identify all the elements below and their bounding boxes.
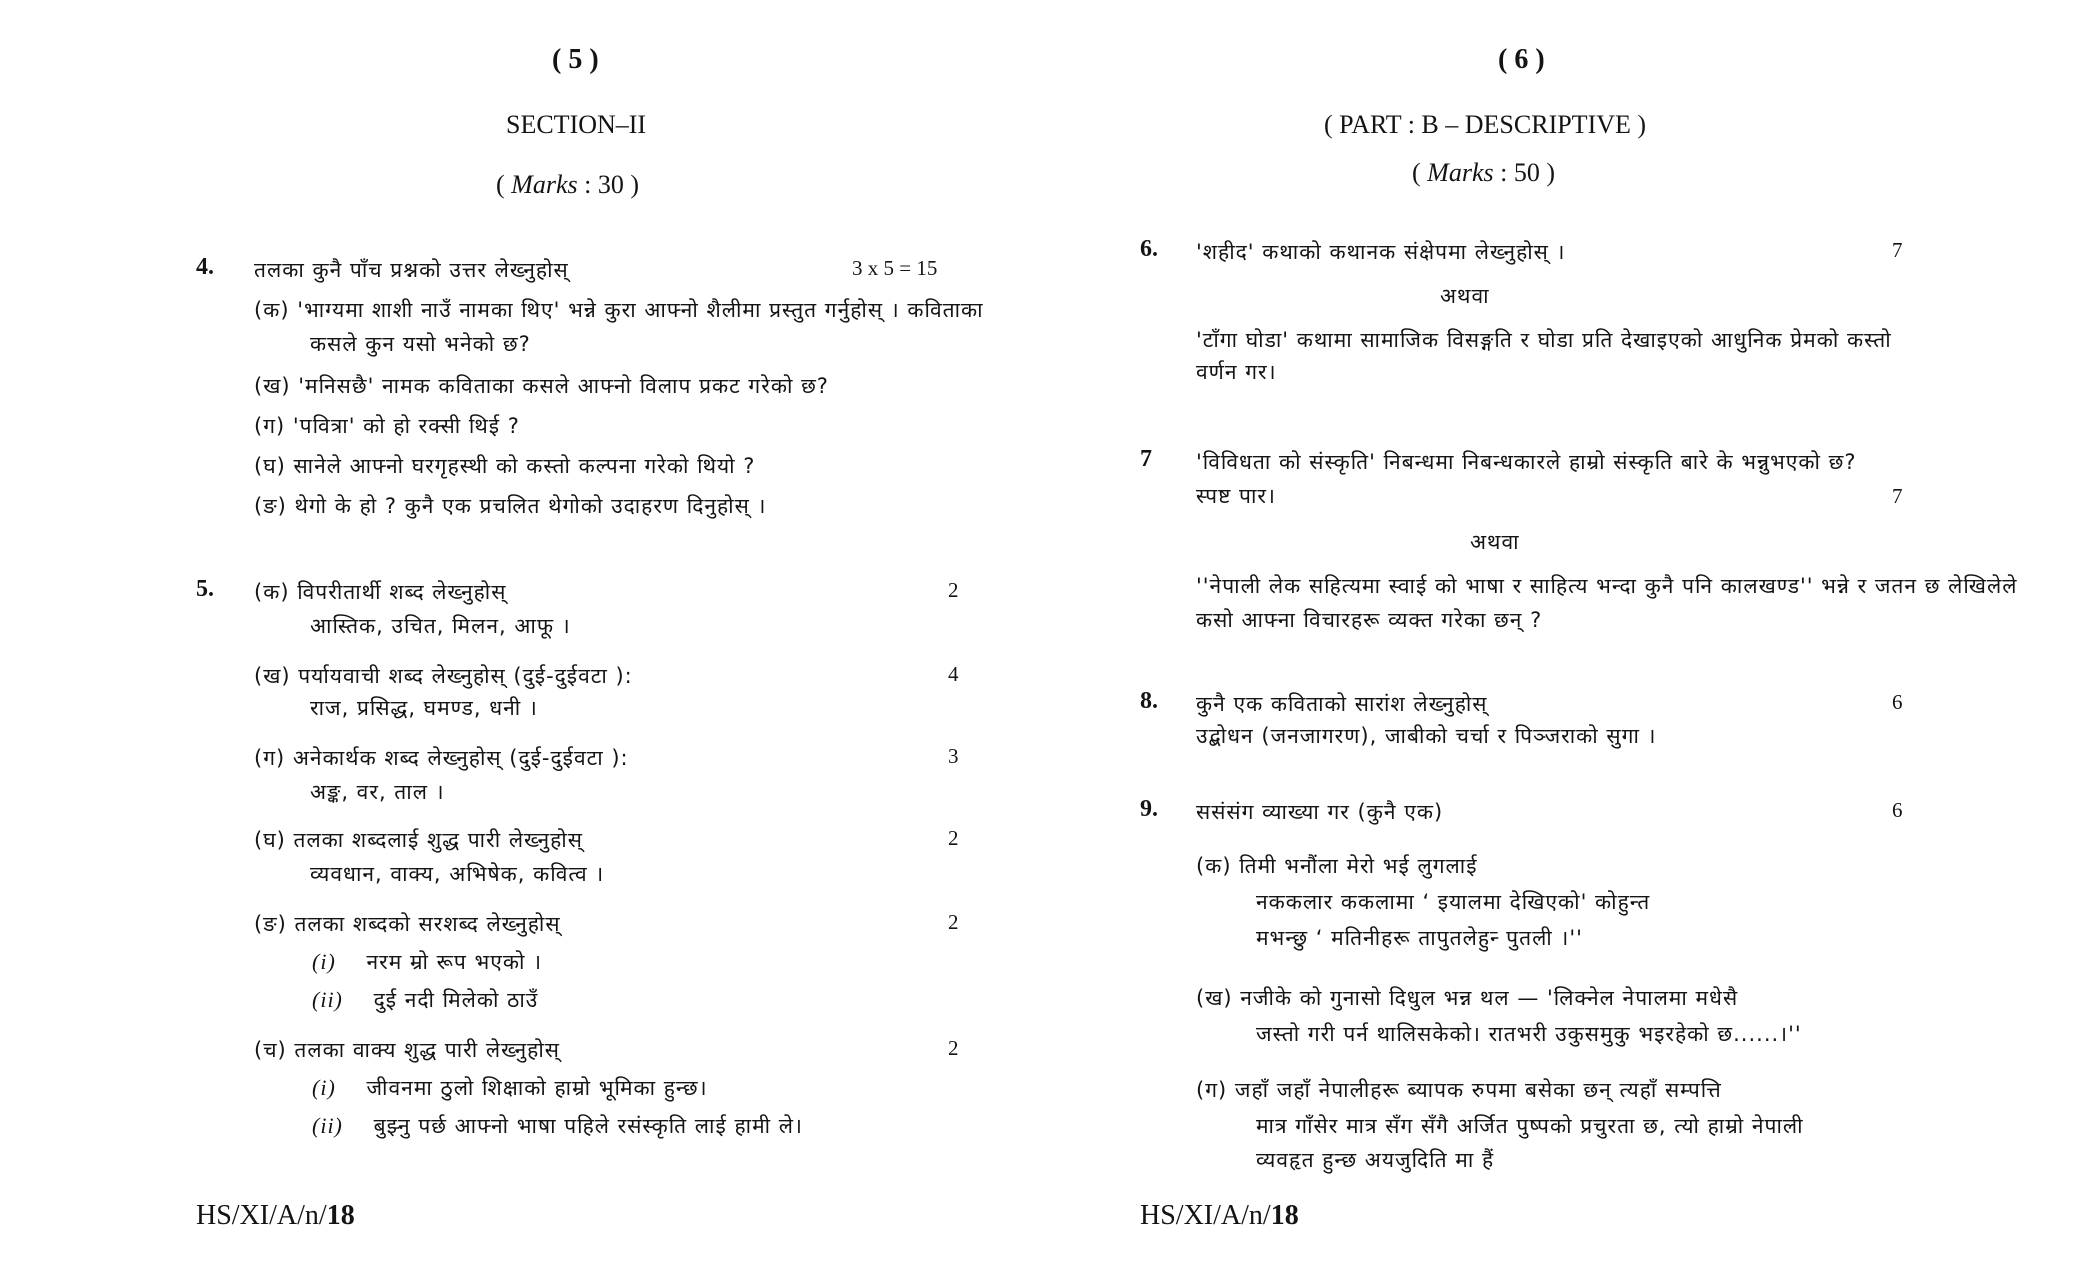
question-number: 5.	[196, 576, 214, 602]
subquestion: (क) 'भाग्यमा शाशी नाउँ नामका थिए' भन्ने कुरा आफ्नो शैलीमा प्रस्तुत गर्नुहोस् । कविताका	[254, 298, 984, 322]
footer-prefix: HS/XI/A/n/	[196, 1200, 327, 1231]
alternative-question-continued: वर्णन गर।	[1196, 360, 1277, 384]
subquestion-words: राज, प्रसिद्ध, घमण्ड, धनी ।	[310, 696, 538, 720]
right-page	[1050, 0, 2100, 1275]
question-text: 'विविधता को संस्कृति' निबन्धमा निबन्धकारले हाम्रो संस्कृति बारे के भन्नुभएको छ?	[1196, 450, 1857, 474]
subquestion: (घ) सानेले आफ्नो घरगृहस्थी को कस्तो कल्पना गरेको थियो ?	[254, 454, 756, 478]
subquestion-words: आस्तिक, उचित, मिलन, आफू ।	[310, 614, 571, 638]
page-number: ( 6 )	[1498, 44, 1545, 75]
question-marks: 7	[1892, 484, 1903, 508]
subquestion: (ग) अनेकार्थक शब्द लेख्नुहोस् (दुई-दुईवटा ):	[254, 746, 629, 770]
question-number: 7	[1140, 446, 1152, 472]
roman-item-text: जीवनमा ठुलो शिक्षाको हाम्रो भूमिका हुन्छ।	[366, 1076, 708, 1100]
question-marks: 7	[1892, 238, 1903, 262]
marks-value: : 30 )	[584, 170, 639, 199]
roman-numeral: (ii)	[312, 1113, 343, 1138]
footer-code	[196, 1200, 355, 1232]
subquestion-marks: 4	[948, 662, 959, 686]
subquestion-marks: 2	[948, 1036, 959, 1060]
roman-item	[312, 1112, 803, 1140]
question-marks: 6	[1892, 690, 1903, 714]
quote-line: मभन्छु ‘ मतिनीहरू तापुतलेहुन्‍ पुतली ।''	[1256, 926, 1583, 950]
quote-line: जस्तो गरी पर्न थालिसकेको। रातभरी उकुसमुकु भइरहेको छ......।''	[1256, 1022, 1802, 1046]
roman-numeral: (i)	[312, 949, 336, 974]
subquestion-marks: 2	[948, 578, 959, 602]
subquestion-continued: कसले कुन यसो भनेको छ?	[310, 332, 531, 356]
roman-item-text: दुई नदी मिलेको ठाउँ	[373, 988, 539, 1012]
question-text: 'शहीद' कथाको कथानक संक्षेपमा लेख्नुहोस् ।	[1196, 240, 1566, 264]
subquestion-marks: 2	[948, 910, 959, 934]
question-prompt: तलका कुनै पाँच प्रश्नको उत्तर लेख्नुहोस्	[254, 258, 569, 282]
quote-line: नककलार ककलामा ‘ इयालमा देखिएको' कोहुन्‍त	[1256, 890, 1651, 914]
part-title: ( PART : B – DESCRIPTIVE )	[1324, 110, 1647, 139]
roman-item	[312, 1074, 708, 1102]
question-number: 4.	[196, 254, 214, 280]
section-title: SECTION–II	[506, 110, 647, 139]
quote-line: मात्र गाँसेर मात्र सँग सँगै अर्जित पुष्पको प्रचुरता छ, त्यो हाम्रो नेपाली	[1256, 1114, 1804, 1138]
question-number: 8.	[1140, 688, 1158, 714]
section-marks: ( Marks : 30 )	[496, 170, 639, 199]
question-marks: 6	[1892, 798, 1903, 822]
roman-item-text: नरम म्रो रूप भएको ।	[366, 950, 543, 974]
footer-code	[1140, 1200, 1299, 1232]
alternative-question: 'टाँगा घोडा' कथामा सामाजिक विसङ्गति र घोडा प्रति देखाइएको आधुनिक प्रेमको कस्तो	[1196, 328, 1892, 352]
roman-item	[312, 948, 542, 976]
question-marks: 3 x 5 = 15	[852, 256, 938, 280]
subquestion: (क) विपरीतार्थी शब्द लेख्नुहोस्	[254, 580, 507, 604]
footer-prefix: HS/XI/A/n/	[1140, 1200, 1271, 1231]
question-text: कुनै एक कविताको सारांश लेख्नुहोस्	[1196, 692, 1488, 716]
subquestion: (ग) जहाँ जहाँ नेपालीहरू ब्यापक रुपमा बसेका छन् त्यहाँ सम्पत्ति	[1196, 1078, 1722, 1102]
subquestion: (ख) नजीके को गुनासो दिधुल भन्न थल — 'लिक्नेल नेपालमा मधेसै	[1196, 986, 1739, 1010]
roman-numeral: (ii)	[312, 987, 343, 1012]
roman-numeral: (i)	[312, 1075, 336, 1100]
subquestion-words: अङ्क, वर, ताल ।	[310, 780, 445, 804]
subquestion: (ङ) थेगो के हो ? कुनै एक प्रचलित थेगोको उदाहरण दिनुहोस् ।	[254, 494, 767, 518]
subquestion: (ख) पर्यायवाची शब्द लेख्नुहोस् (दुई-दुईवटा ):	[254, 664, 633, 688]
marks-label: Marks	[511, 170, 578, 199]
subquestion: (च) तलका वाक्य शुद्ध पारी लेख्नुहोस्	[254, 1038, 560, 1062]
alternative-question: ''नेपाली लेक सहित्यमा स्वाई को भाषा र साहित्य भन्दा कुनै पनि कालखण्ड'' भन्ने र जतन छ लेखिलेले	[1196, 574, 2018, 598]
subquestion: (ग) 'पवित्रा' को हो रक्सी थिई ?	[254, 414, 520, 438]
question-text-continued: स्पष्ट पार।	[1196, 484, 1276, 508]
subquestion: (ङ) तलका शब्दको सरशब्द लेख्नुहोस्	[254, 912, 561, 936]
roman-item	[312, 986, 538, 1014]
subquestion-words: व्यवधान, वाक्य, अभिषेक, कवित्व ।	[310, 862, 605, 886]
marks-value: : 50 )	[1500, 158, 1555, 187]
question-text: ससंसंग व्याख्या गर (कुनै एक)	[1196, 800, 1444, 824]
or-label: अथवा	[1440, 284, 1490, 308]
alternative-question-continued: कसो आफ्ना विचारहरू व्यक्त गरेका छन् ?	[1196, 608, 1543, 632]
question-number: 6.	[1140, 236, 1158, 262]
subquestion-marks: 3	[948, 744, 959, 768]
part-marks: ( Marks : 50 )	[1412, 158, 1555, 187]
marks-label: Marks	[1427, 158, 1494, 187]
question-text-continued: उद्बोधन (जनजागरण), जाबीको चर्चा र पिञ्जराको सुगा ।	[1196, 724, 1657, 748]
subquestion-marks: 2	[948, 826, 959, 850]
footer-number: 18	[1270, 1200, 1299, 1231]
footer-number: 18	[326, 1200, 355, 1231]
quote-line: व्यवहृत हुन्छ अयजुदिति मा हैं	[1256, 1148, 1495, 1172]
subquestion: (क) तिमी भनौंला मेरो भई लुगलाई	[1196, 854, 1478, 878]
subquestion: (घ) तलका शब्दलाई शुद्ध पारी लेख्नुहोस्	[254, 828, 583, 852]
or-label: अथवा	[1470, 530, 1520, 554]
page-number: ( 5 )	[552, 44, 599, 75]
roman-item-text: बुझ्नु पर्छ आफ्नो भाषा पहिले रसंस्कृति लाई हामी ले।	[373, 1114, 803, 1138]
question-number: 9.	[1140, 796, 1158, 822]
subquestion: (ख) 'मनिसछै' नामक कविताका कसले आफ्नो विलाप प्रकट गरेको छ?	[254, 374, 829, 398]
